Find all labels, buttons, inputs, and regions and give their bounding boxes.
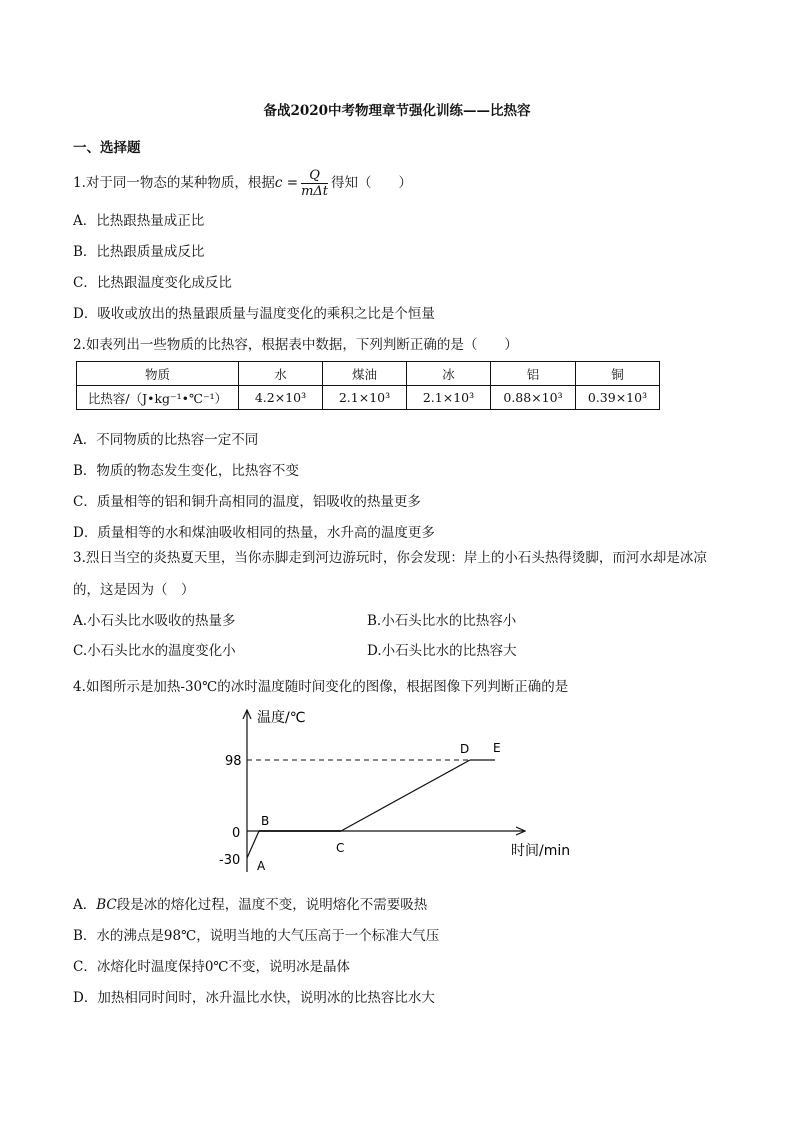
- q2-stem: 2.如表列出一些物质的比热容，根据表中数据，下列判断正确的是（ ）: [73, 337, 518, 353]
- q4-option-b: B．水的沸点是98℃，说明当地的大气压高于一个标准大气压: [73, 928, 440, 944]
- q3-stem-line2: 的，这是因为（ ）: [73, 582, 195, 598]
- table-cell: 0.39×10³: [576, 386, 660, 410]
- table-cell: 2.1×10³: [407, 386, 491, 410]
- temperature-time-graph: [200, 700, 600, 880]
- table-header-cell: 水: [239, 362, 323, 386]
- x-axis-label: 时间/min: [511, 843, 571, 859]
- q1-option-b: B．比热跟质量成反比: [73, 244, 205, 260]
- table-row: [77, 386, 660, 410]
- q3-option-d: D.小石头比水的比热容大: [367, 643, 517, 659]
- tick-label-0: 0: [232, 826, 241, 841]
- point-label-b: B: [261, 814, 270, 828]
- q1-formula-numerator: Q: [301, 168, 328, 184]
- point-label-a: A: [257, 859, 266, 873]
- q1-formula-fraction: [301, 168, 328, 199]
- tick-label-neg30: -30: [219, 853, 241, 868]
- table-header-row: [77, 362, 660, 386]
- point-label-d: D: [460, 742, 470, 756]
- point-label-c: C: [336, 841, 345, 855]
- q2-option-c: C．质量相等的铝和铜升高相同的温度，铝吸收的热量更多: [73, 494, 421, 510]
- y-axis-label: 温度/℃: [257, 710, 306, 726]
- q4-option-c: C．冰熔化时温度保持0℃不变，说明冰是晶体: [73, 959, 351, 975]
- document-title: 备战2020中考物理章节强化训练——比热容: [263, 103, 531, 119]
- table-header-cell: 铜: [576, 362, 660, 386]
- q1-option-a: A．比热跟热量成正比: [73, 213, 205, 229]
- segment-ab: [247, 831, 259, 858]
- q4-option-a-text: 段是冰的熔化过程，温度不变，说明熔化不需要吸热: [116, 897, 428, 913]
- table-cell: 0.88×10³: [491, 386, 576, 410]
- specific-heat-table: [76, 361, 660, 410]
- q4-stem: 4.如图所示是加热-30℃的冰时温度随时间变化的图像，根据图像下列判断正确的是: [73, 679, 569, 695]
- q4-option-d: D．加热相同时间时，冰升温比水快，说明冰的比热容比水大: [73, 990, 435, 1006]
- table-row-label: 比热容/（J•kg⁻¹•℃⁻¹）: [77, 386, 239, 410]
- q3-option-b: B.小石头比水的比热容小: [367, 613, 517, 629]
- table-header-cell: 煤油: [323, 362, 407, 386]
- q1-formula-lhs: c =: [274, 175, 299, 191]
- q4-option-a-segment: BC: [96, 897, 117, 913]
- q4-option-a: [73, 893, 427, 913]
- segment-cd: [341, 760, 470, 831]
- table-header-cell: 物质: [77, 362, 239, 386]
- table-header-cell: 冰: [407, 362, 491, 386]
- q2-option-d: D．质量相等的水和煤油吸收相同的热量，水升高的温度更多: [73, 525, 435, 541]
- q1-stem: [73, 168, 412, 199]
- q1-stem-after: 得知（ ）: [331, 175, 413, 191]
- q4-option-a-prefix: A．: [73, 897, 97, 913]
- q2-option-a: A．不同物质的比热容一定不同: [73, 432, 259, 448]
- q1-option-d: D．吸收或放出的热量跟质量与温度变化的乘积之比是个恒量: [73, 306, 435, 322]
- q2-option-b: B．物质的物态发生变化，比热容不变: [73, 463, 299, 479]
- q1-stem-before: 1.对于同一物态的某种物质，根据: [73, 175, 275, 191]
- table-header-cell: 铝: [491, 362, 576, 386]
- q3-option-a: A.小石头比水吸收的热量多: [73, 613, 236, 629]
- q1-formula-denominator: mΔt: [301, 184, 329, 199]
- table-cell: 4.2×10³: [239, 386, 323, 410]
- point-label-e: E: [493, 741, 501, 755]
- q1-option-c: C．比热跟温度变化成反比: [73, 275, 232, 291]
- q3-stem-line1: 3.烈日当空的炎热夏天里，当你赤脚走到河边游玩时，你会发现：岸上的小石头热得烫脚，而河水却是冰凉: [73, 550, 707, 566]
- tick-label-98: 98: [225, 754, 242, 769]
- table-cell: 2.1×10³: [323, 386, 407, 410]
- q3-option-c: C.小石头比水的温度变化小: [73, 643, 236, 659]
- section-heading: 一、选择题: [73, 140, 141, 156]
